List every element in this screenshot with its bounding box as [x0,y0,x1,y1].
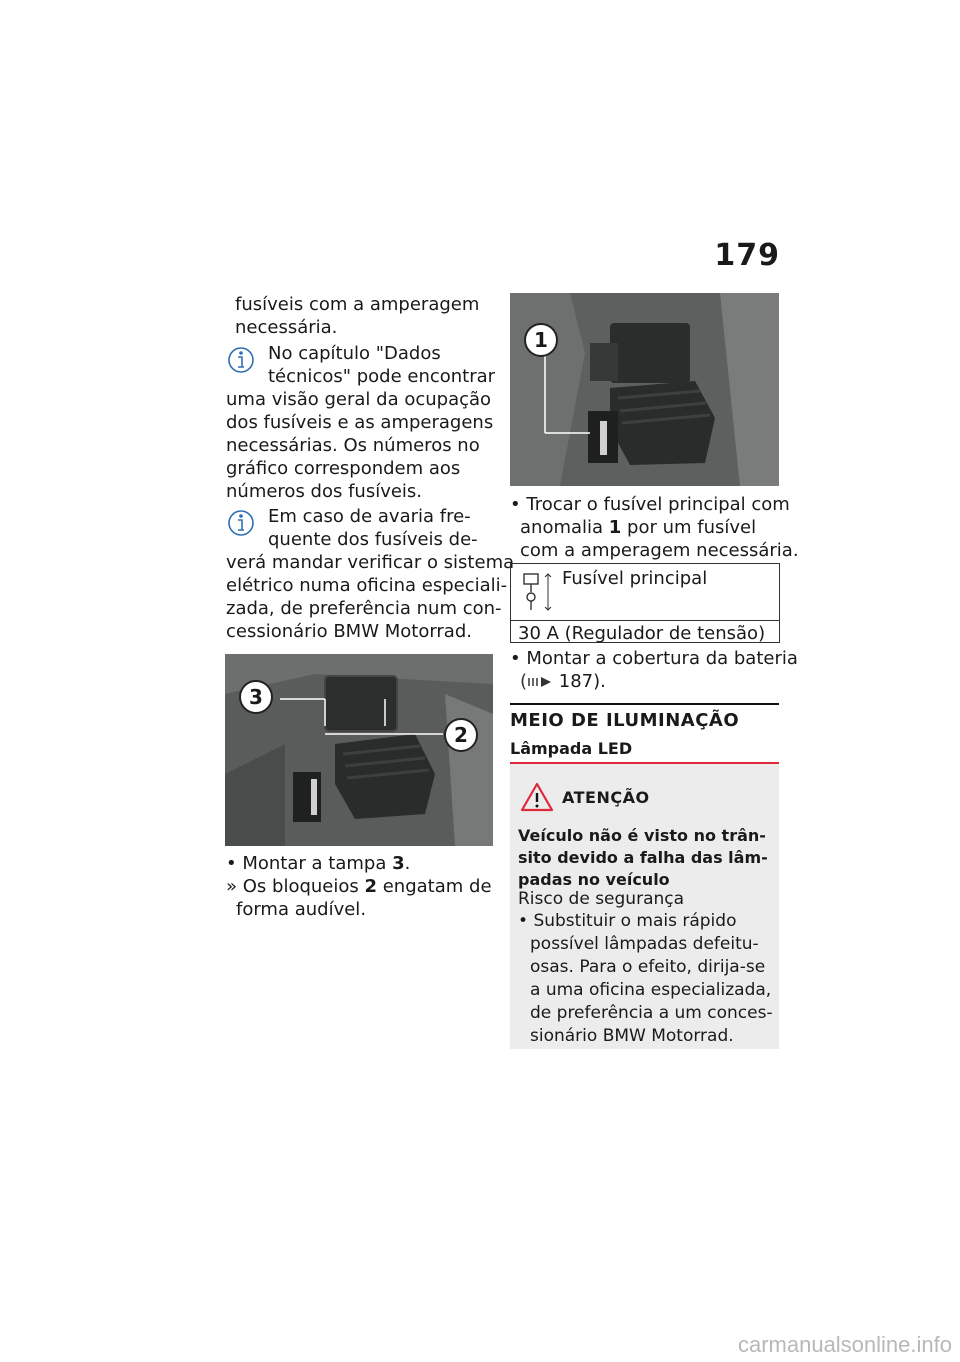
warning-title-3: padas no veículo [518,870,670,889]
intro-line-2: necessária. [235,317,338,338]
step-montar-tampa [226,852,410,875]
warning-bullet-text-1: Substituir o mais rápido [533,911,737,931]
warning-bullet-4: a uma oficina especializada, [530,980,772,1000]
subsection-title: Lâmpada LED [510,739,633,758]
step-ref: 3 [392,853,405,874]
step1-line2-a: anomalia [520,517,609,538]
step1-line-2 [520,516,756,539]
info-icon [228,345,254,381]
info-icon [228,508,254,544]
section-rule [510,703,779,705]
warning-bullet-5: de preferência a um conces- [530,1003,773,1023]
info2-line-5: zada, de preferência num con- [226,598,502,619]
warning-triangle-icon [520,782,554,812]
step2-line-2[interactable] [520,670,606,693]
bullet: • [510,648,521,669]
fuse-title: Fusível principal [562,568,708,589]
step2-text: Montar a cobertura da bateria [526,648,798,669]
warning-bullet-1 [518,910,736,933]
warning-label: ATENÇÃO [562,788,650,807]
info2-line-4: elétrico numa oficina especiali- [226,575,508,596]
result-text: Os bloqueios [242,876,365,897]
intro-line-1: fusíveis com a amperagem [235,294,480,315]
bullet: • [510,494,521,515]
bullet: • [226,853,237,874]
page-ref-arrow-icon [527,675,553,689]
step2-ref: 187). [558,671,606,692]
result-ref: 2 [364,876,378,897]
callout-1: 1 [524,323,558,357]
warning-bullet-6: sionário BMW Motorrad. [530,1026,734,1046]
info1-line-3: uma visão geral da ocupação [226,389,492,410]
result-tail: engatam de [377,876,492,897]
info1-line-2: técnicos" pode encontrar [268,366,496,387]
result-bloqueios [226,875,492,898]
bullet: • [518,911,529,931]
step1-line-3: com a amperagem necessária. [520,540,799,561]
info1-line-5: necessárias. Os números no [226,435,480,456]
step1-line2-b: por um fusível [621,517,757,538]
warning-bullet-2: possível lâmpadas defeitu- [530,934,759,954]
warning-title-1: Veículo não é visto no trân- [518,826,766,845]
step1-line-1 [510,493,790,516]
step-end: . [404,853,411,874]
step1-ref: 1 [608,517,622,538]
arrow-ref-icon: ( [520,671,528,692]
section-title: MEIO DE ILUMINAÇÃO [510,710,740,731]
fuse-value: 30 A (Regulador de tensão) [518,623,766,644]
result-line-2: forma audível. [236,899,367,920]
warning-bullet-3: osas. Para o efeito, dirija-se [530,957,766,977]
step2-line-1 [510,647,798,670]
callout-2: 2 [444,718,478,752]
main-fuse-photo [510,293,779,486]
step-text: Montar a tampa [242,853,393,874]
info2-line-3: verá mandar verificar o sistema [226,552,515,573]
warning-title-2: sito devido a falha das lâm- [518,848,768,867]
warning-risk: Risco de segurança [518,889,685,909]
info1-line-6: gráfico correspondem aos [226,458,461,479]
footer-watermark[interactable]: carmanualsonline.info [737,1332,952,1357]
info2-line-1: Em caso de avaria fre- [268,506,471,527]
step1-text: Trocar o fusível principal com [526,494,790,515]
info1-line-7: números dos fusíveis. [226,481,423,502]
info1-line-4: dos fusíveis e as amperagens [226,412,494,433]
result-marker: » [226,876,238,897]
page-number: 179 [714,238,780,273]
callout-3: 3 [239,680,273,714]
info2-line-6: cessionário BMW Motorrad. [226,621,472,642]
info2-line-2: quente dos fusíveis de- [268,529,478,550]
info1-line-1: No capítulo "Dados [268,343,441,364]
fuse-icon [520,570,556,614]
table-divider [510,620,780,621]
